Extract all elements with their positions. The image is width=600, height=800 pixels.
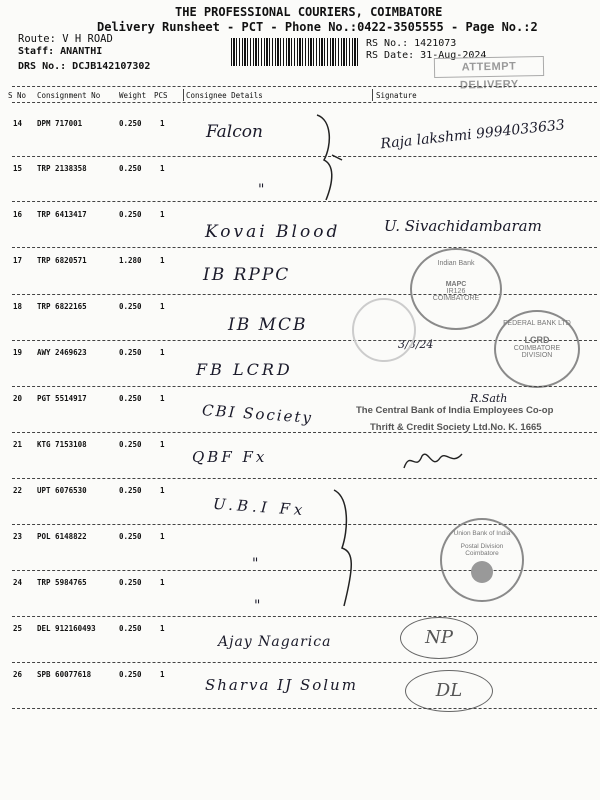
row-24-sno: 24 [13, 578, 23, 587]
row-24-consignee: " [254, 598, 261, 614]
row-16-weight: 0.250 [119, 210, 142, 219]
row-14-sno: 14 [13, 119, 23, 128]
row-22-pcs: 1 [160, 486, 165, 495]
col-header-sno: S No [8, 91, 27, 100]
row-15-weight: 0.250 [119, 164, 142, 173]
central-bank-stamp-line-1: The Central Bank of India Employees Co-op [356, 405, 554, 416]
faint-circle-stamp [352, 298, 416, 362]
row-17-sno: 17 [13, 256, 23, 265]
row-14-consignee: Falcon [206, 122, 263, 142]
row-divider [12, 524, 597, 525]
route-label: Route: V H ROAD [18, 33, 113, 45]
col-header-consignee: Consignee Details [186, 91, 263, 100]
row-25-sno: 25 [13, 624, 23, 633]
row-16-consignee: Kovai Blood [205, 222, 341, 242]
row-20-signature: R.Sath [470, 392, 508, 405]
stamp-line: IR126 [446, 288, 466, 295]
row-15-consignment: TRP 2138358 [37, 164, 87, 173]
row-24-consignment: TRP 5984765 [37, 578, 87, 587]
federal-bank-stamp [494, 310, 580, 388]
row-20-consignee: CBI Society [201, 401, 314, 427]
row-divider [12, 662, 597, 663]
row-26-consignment: SPB 60077618 [37, 670, 92, 679]
row-divider [12, 247, 597, 248]
row-15-sno: 15 [13, 164, 23, 173]
handwritten-brace [312, 110, 352, 210]
header-col-divider [183, 89, 184, 101]
row-23-pcs: 1 [160, 532, 165, 541]
row-18-consignee: IB MCB [228, 315, 308, 335]
row-divider [12, 294, 597, 295]
row-19-pcs: 1 [160, 348, 165, 357]
row-25-consignment: DEL 912160493 [37, 624, 96, 633]
stamp-line: COIMBATORE [432, 295, 480, 302]
company-title: THE PROFESSIONAL COURIERS, COIMBATORE [175, 5, 443, 19]
drs-label: DRS No.: DCJB142107302 [18, 61, 151, 72]
row-22-weight: 0.250 [119, 486, 142, 495]
row-23-consignment: POL 6148822 [37, 532, 87, 541]
stamp-line: COIMBATORE [513, 345, 561, 352]
central-bank-stamp-line-2: Thrift & Credit Society Ltd.No. K. 1665 [370, 422, 542, 433]
row-22-consignment: UPT 6076530 [37, 486, 87, 495]
row-21-consignee: QBF Fx [192, 448, 268, 466]
row-20-weight: 0.250 [119, 394, 142, 403]
row-22-consignee: U.B.I Fx [212, 494, 307, 520]
row-divider [12, 156, 597, 157]
row-19-consignment: AWY 2469623 [37, 348, 87, 357]
attempt-delivery-stamp: ATTEMPT DELIVERY [434, 56, 544, 78]
row-14-consignment: DPM 717001 [37, 119, 83, 128]
col-header-weight: Weight [119, 91, 147, 100]
row-21-consignment: KTG 7153108 [37, 440, 87, 449]
row-21-pcs: 1 [160, 440, 165, 449]
indian-bank-stamp [410, 248, 502, 330]
row-divider [12, 386, 597, 387]
stamp-line: MAPC [445, 281, 467, 288]
rs-number: RS No.: 1421073 [366, 38, 457, 49]
handwritten-brace [328, 486, 368, 616]
barcode [231, 38, 358, 66]
row-19-consignee: FB LCRD [196, 360, 293, 379]
row-16-consignment: TRP 6413417 [37, 210, 87, 219]
row-23-consignee: " [252, 556, 259, 572]
row-18-sno: 18 [13, 302, 23, 311]
row-15-pcs: 1 [160, 164, 165, 173]
row-14-pcs: 1 [160, 119, 165, 128]
header-divider-top [12, 86, 597, 87]
row-divider [12, 201, 597, 202]
row-16-pcs: 1 [160, 210, 165, 219]
row-divider [12, 432, 597, 433]
row-26-signature-dl: DL [405, 670, 493, 712]
row-14-weight: 0.250 [119, 119, 142, 128]
row-25-pcs: 1 [160, 624, 165, 633]
row-20-sno: 20 [13, 394, 23, 403]
row-15-consignee: " [258, 182, 265, 198]
row-17-pcs: 1 [160, 256, 165, 265]
col-header-pcs: PCS [154, 91, 168, 100]
row-14-signature: Raja lakshmi 9994033633 [379, 117, 566, 153]
union-bank-stamp [440, 518, 524, 602]
stamp-line: FEDERAL BANK LTD [503, 320, 571, 327]
row-17-consignment: TRP 6820571 [37, 256, 87, 265]
row-divider [12, 478, 597, 479]
rs-date: RS Date: 31-Aug-2024 [366, 50, 487, 61]
union-bank-logo-icon [471, 561, 493, 583]
row-24-weight: 0.250 [119, 578, 142, 587]
stamp-line: DIVISION [521, 352, 553, 359]
row-19-weight: 0.250 [119, 348, 142, 357]
row-24-pcs: 1 [160, 578, 165, 587]
col-header-consignment: Consignment No [37, 91, 101, 100]
row-25-weight: 0.250 [119, 624, 142, 633]
row-divider [12, 616, 597, 617]
row-21-sno: 21 [13, 440, 23, 449]
row-18-weight: 0.250 [119, 302, 142, 311]
row-18-consignment: TRP 6822165 [37, 302, 87, 311]
row-26-pcs: 1 [160, 670, 165, 679]
row-23-sno: 23 [13, 532, 23, 541]
row-25-consignee: Ajay Nagarica [218, 634, 332, 650]
header-divider-bottom [12, 102, 597, 103]
row-26-consignee: Sharva IJ Solum [205, 676, 358, 694]
stamp-line: LCRD [524, 335, 550, 345]
row-23-weight: 0.250 [119, 532, 142, 541]
row-16-sno: 16 [13, 210, 23, 219]
stamp-line: Indian Bank [437, 260, 475, 267]
staff-label: Staff: ANANTHI [18, 46, 103, 57]
row-20-pcs: 1 [160, 394, 165, 403]
row-25-signature-np: NP [400, 617, 478, 659]
header-col-divider-2 [372, 89, 373, 101]
runsheet-subtitle: Delivery Runsheet - PCT - Phone No.:0422-3505555 - Page No.:2 [97, 20, 538, 34]
row-21-weight: 0.250 [119, 440, 142, 449]
row-19-sno: 19 [13, 348, 23, 357]
row-26-weight: 0.250 [119, 670, 142, 679]
row-18-pcs: 1 [160, 302, 165, 311]
row-16-signature: U. Sivachidambaram [384, 217, 542, 235]
row-21-signature-scribble [400, 446, 470, 476]
row-18-signature: 3/3/24 [398, 338, 434, 351]
row-20-consignment: PGT 5514917 [37, 394, 87, 403]
col-header-signature: Signature [376, 91, 417, 100]
stamp-line: Union Bank of India [453, 530, 511, 537]
stamp-line: Postal Division [460, 543, 504, 550]
row-22-sno: 22 [13, 486, 23, 495]
row-divider [12, 708, 597, 709]
stamp-line: Coimbatore [465, 550, 499, 557]
row-17-consignee: IB RPPC [203, 265, 291, 285]
row-26-sno: 26 [13, 670, 23, 679]
row-17-weight: 1.280 [119, 256, 142, 265]
